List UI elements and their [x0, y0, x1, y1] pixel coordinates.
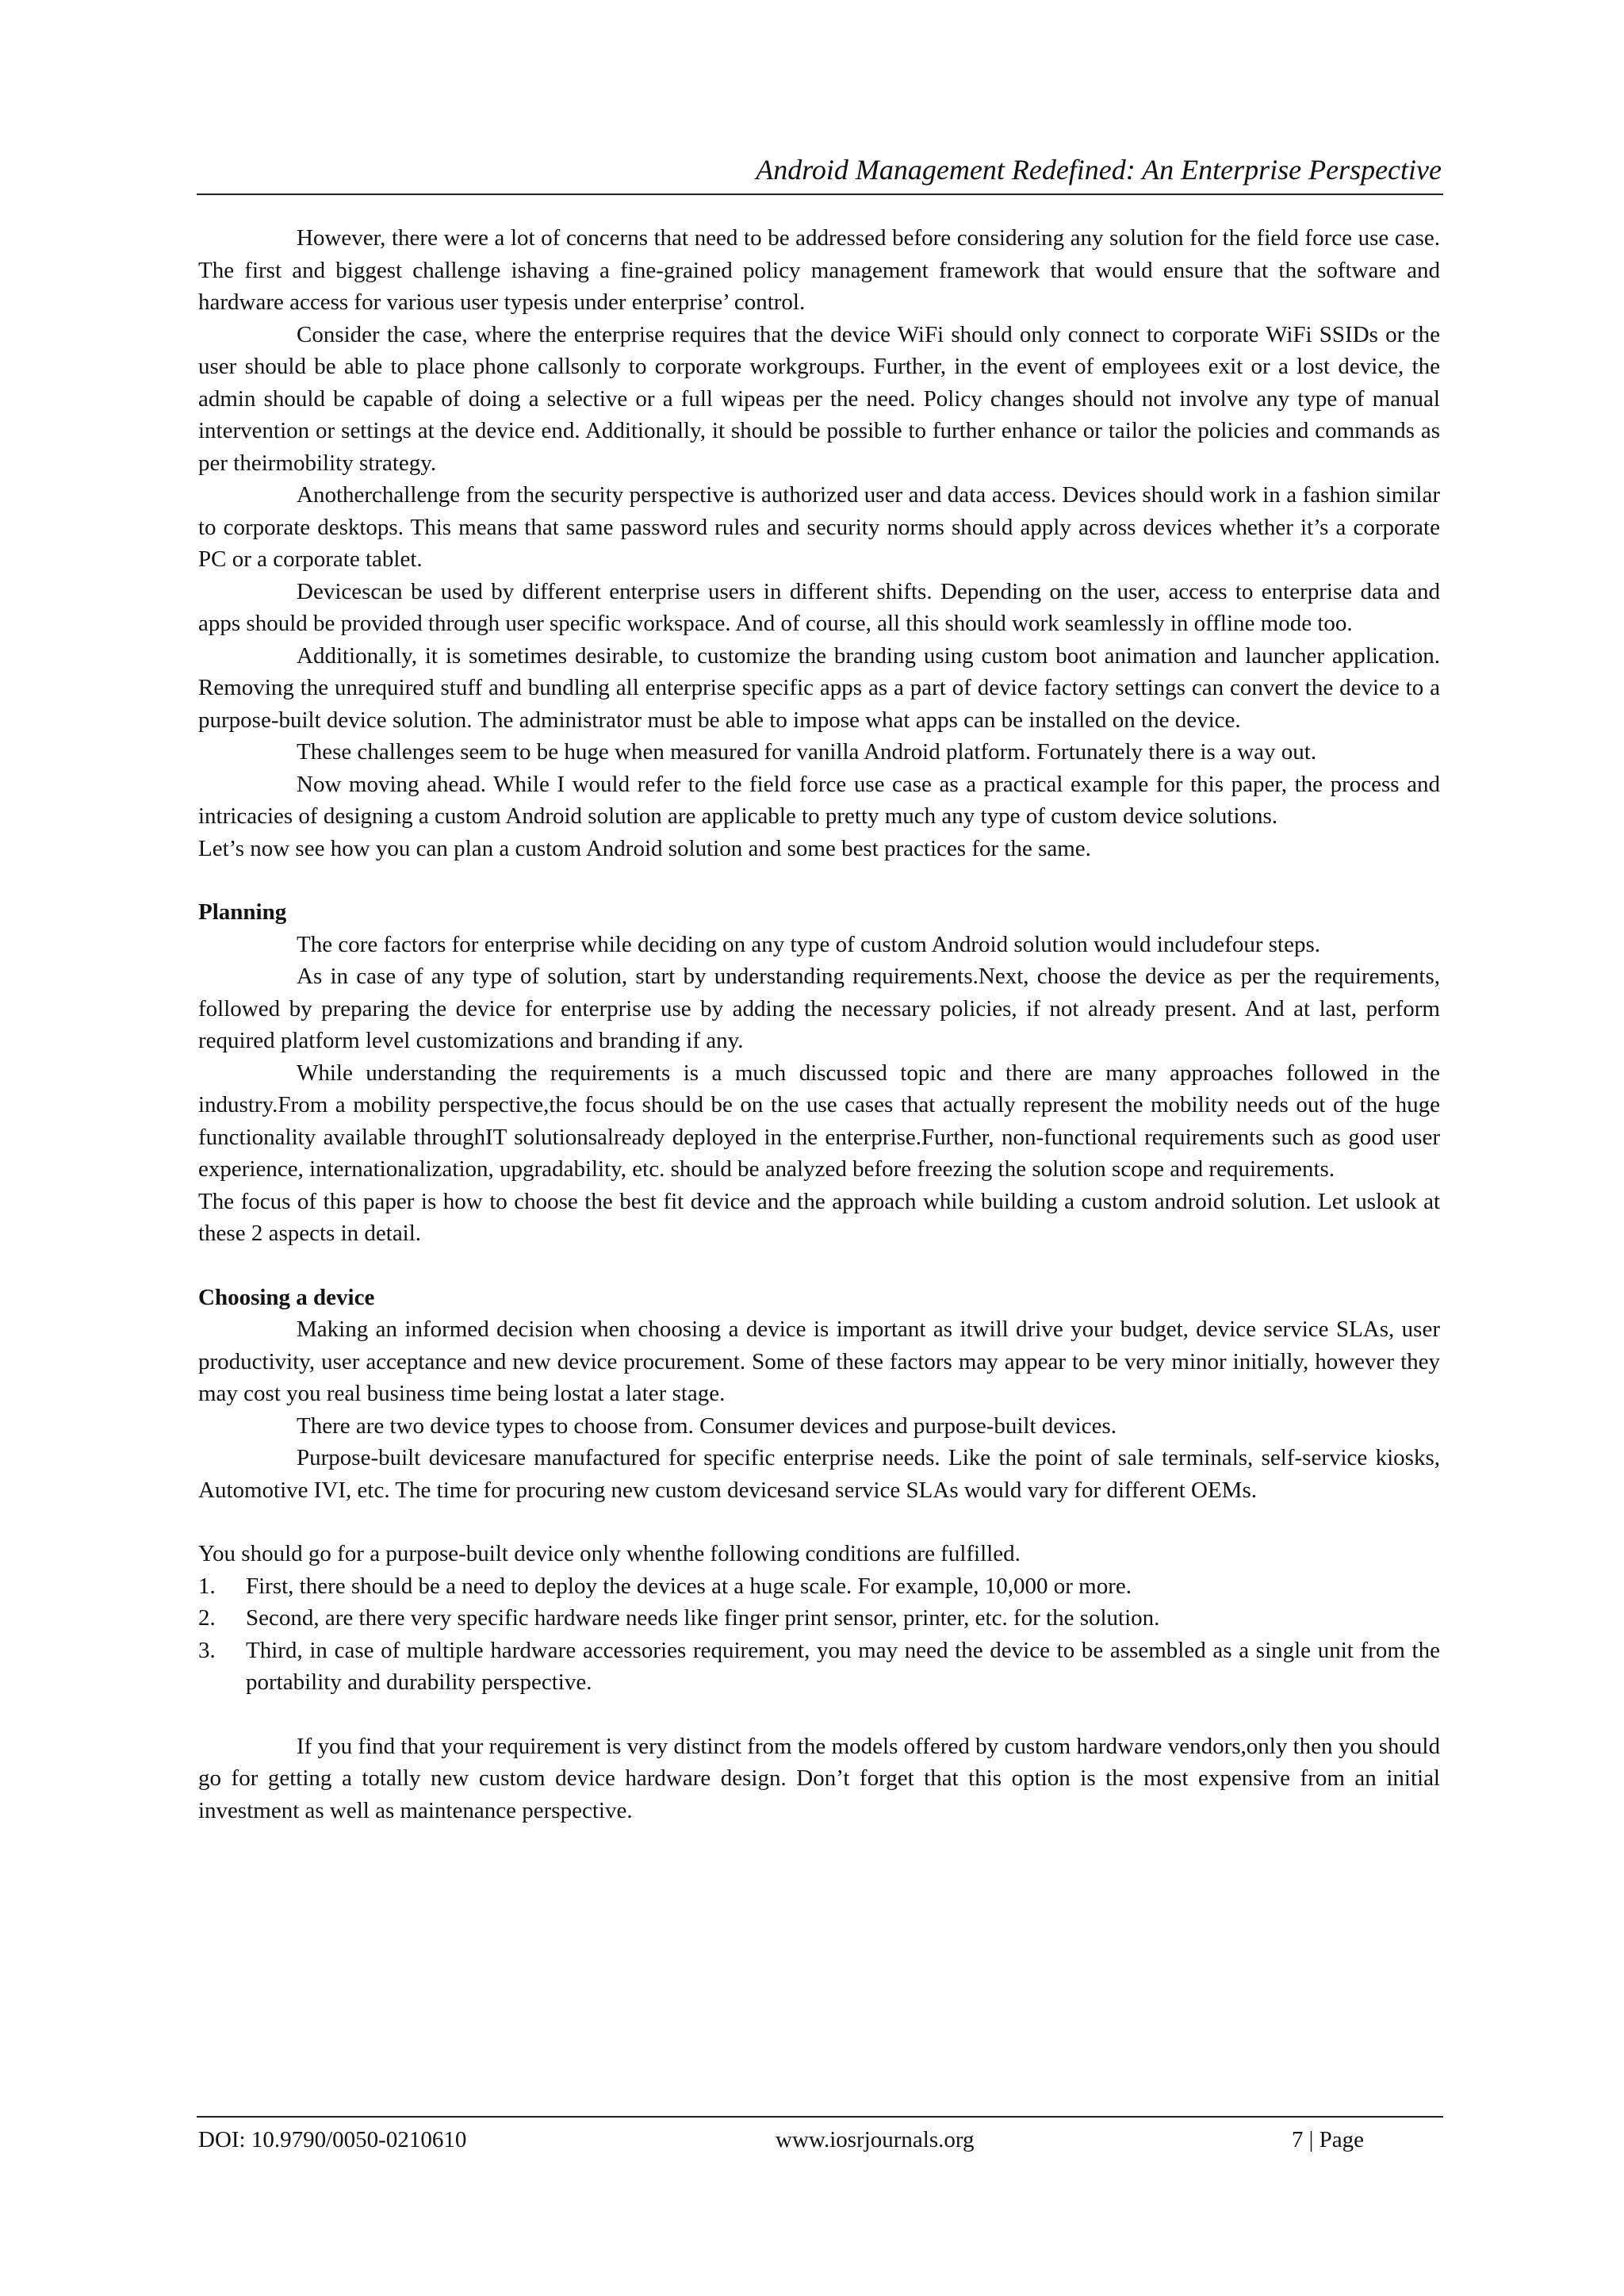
paragraph: Let’s now see how you can plan a custom Android solution and some best practices for the same.: [198, 835, 1091, 861]
paragraph: Devicescan be used by different enterprise users in different shifts. Depending on the user, access to enterprise data and apps should be provided through user specific workspace. And of course, all this should work seamlessly in offline mode too.: [198, 578, 1440, 636]
section-heading-planning: Planning: [198, 899, 287, 925]
paragraph: As in case of any type of solution, start by understanding requirements.Next, choose the device as per the requirements, followed by preparing the device for enterprise use by adding the necessary policies, if not already present. And at last, perform required platform level customizations and branding if any.: [198, 964, 1440, 1053]
paragraph: While understanding the requirements is a much discussed topic and there are many approaches followed in the industry.From a mobility perspective,the focus should be on the use cases that actually represent the mobility needs out of the huge functionality available throughIT solutionsalready deployed in the enterprise.Further, non-functional requirements such as good user experience, internationalization, upgradability, etc. should be analyzed before freezing the solution scope and requirements.: [198, 1060, 1440, 1182]
footer-page-number: 7 | Page: [1291, 2127, 1364, 2152]
page-body: [198, 222, 1440, 1826]
paragraph: There are two device types to choose from. Consumer devices and purpose-built devices.: [297, 1412, 1117, 1439]
paragraph: Anotherchallenge from the security perspective is authorized user and data access. Devices should work in a fashion similar to corporate desktops. This means that same password rules and security norms should apply across devices whether it’s a corporate PC or a corporate tablet.: [198, 482, 1440, 572]
list-intro: You should go for a purpose-built device only whenthe following conditions are fulfilled.: [198, 1541, 1021, 1566]
list-item-text: Third, in case of multiple hardware accessories requirement, you may need the device to be assembled as a single unit from the portability and durability perspective.: [246, 1637, 1440, 1695]
list-item: [198, 1602, 1440, 1635]
list-item-text: Second, are there very specific hardware needs like finger print sensor, printer, etc. for the solution.: [246, 1605, 1160, 1631]
section-heading-choosing-device: Choosing a device: [198, 1284, 375, 1310]
list-number: 1.: [198, 1573, 216, 1599]
list-number: 2.: [198, 1605, 216, 1631]
paragraph: These challenges seem to be huge when measured for vanilla Android platform. Fortunately there is a way out.: [297, 739, 1317, 765]
paragraph: Purpose-built devicesare manufactured for specific enterprise needs. Like the point of sale terminals, self-service kiosks, Automotive IVI, etc. The time for procuring new custom devicesand service SLAs would vary for different OEMs.: [198, 1445, 1440, 1503]
paragraph: Additionally, it is sometimes desirable, to customize the branding using custom boot animation and launcher application. Removing the unrequired stuff and bundling all enterprise specific apps as a part of device factory settings can convert the device to a purpose-built device solution. The administrator must be able to impose what apps can be installed on the device.: [198, 642, 1440, 733]
spacer: [198, 1506, 1440, 1538]
paragraph: If you find that your requirement is very distinct from the models offered by custom hardware vendors,only then you should go for getting a totally new custom device hardware design. Don’t forget that this option is the most expensive from an initial investment as well as maintenance perspective.: [198, 1733, 1440, 1823]
conditions-list: [198, 1570, 1440, 1699]
running-title: Android Management Redefined: An Enterprise Perspective: [756, 154, 1442, 186]
page-footer: [197, 2116, 1443, 2165]
paragraph: The focus of this paper is how to choose the best fit device and the approach while building a custom android solution. Let uslook at these 2 aspects in detail.: [198, 1188, 1440, 1246]
paragraph: Making an informed decision when choosing a device is important as itwill drive your budget, device service SLAs, user productivity, user acceptance and new device procurement. Some of these factors may appear to be very minor initially, however they may cost you real business time being lostat a later stage.: [198, 1317, 1440, 1406]
list-item: [198, 1570, 1440, 1603]
footer-website: www.iosrjournals.org: [776, 2127, 975, 2152]
list-item-text: First, there should be a need to deploy the devices at a huge scale. For example, 10,000 or more.: [246, 1573, 1132, 1599]
paragraph: Consider the case, where the enterprise requires that the device WiFi should only connect to corporate WiFi SSIDs or the user should be able to place phone callsonly to corporate workgroups. Further, in the event of employees exit or a lost device, the admin should be capable of doing a selective or a full wipeas per the need. Policy changes should not involve any type of manual intervention or settings at the device end. Additionally, it should be possible to further enhance or tailor the policies and commands as per theirmobility strategy.: [198, 321, 1440, 476]
paragraph: However, there were a lot of concerns that need to be addressed before considering any solution for the field force use case. The first and biggest challenge ishaving a fine-grained policy management framework that would ensure that the software and hardware access for various user typesis under enterprise’ control.: [198, 225, 1440, 315]
list-item: [198, 1635, 1440, 1699]
paragraph: The core factors for enterprise while deciding on any type of custom Android solution would includefour steps.: [297, 931, 1320, 957]
spacer: [198, 1699, 1440, 1731]
footer-doi: DOI: 10.9790/0050-0210610: [198, 2127, 467, 2152]
list-number: 3.: [198, 1637, 216, 1663]
paragraph: Now moving ahead. While I would refer to the field force use case as a practical example for this paper, the process and intricacies of designing a custom Android solution are applicable to pretty much any type of custom device solutions.: [198, 771, 1440, 829]
running-header: [197, 152, 1443, 195]
